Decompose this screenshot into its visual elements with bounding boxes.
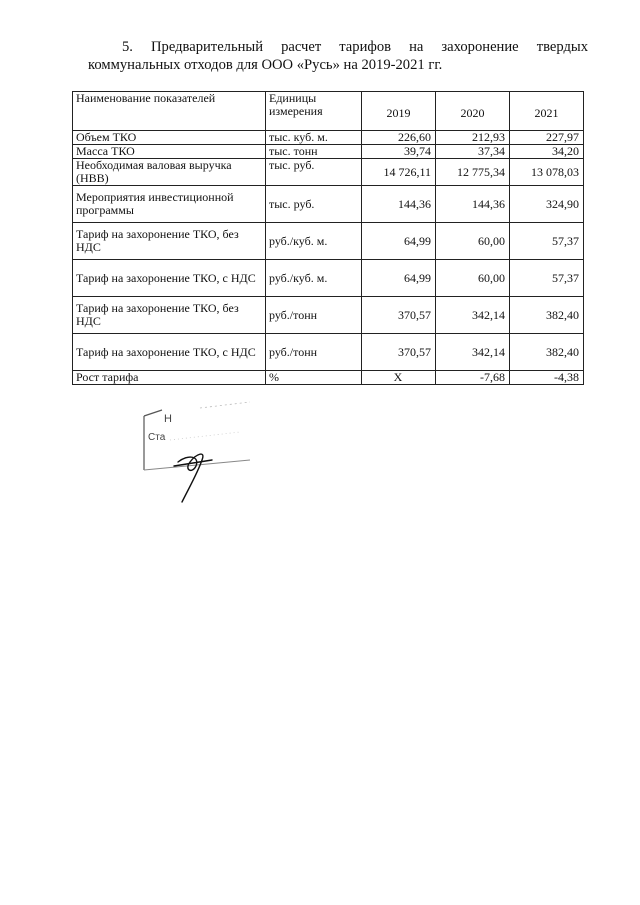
row-value-2019: 64,99	[362, 260, 436, 297]
row-value-2021: 227,97	[510, 131, 584, 145]
row-name: Тариф на захоронение ТКО, с НДС	[73, 334, 266, 371]
table-row	[73, 297, 584, 334]
row-value-2021: 57,37	[510, 260, 584, 297]
table-row	[73, 371, 584, 385]
header-unit: Единицы измерения	[266, 92, 362, 131]
row-value-2019: 370,57	[362, 297, 436, 334]
tariff-table	[72, 91, 584, 385]
row-value-2020: 212,93	[436, 131, 510, 145]
row-value-2019: 39,74	[362, 145, 436, 159]
row-value-2021: -4,38	[510, 371, 584, 385]
row-name: Рост тарифа	[73, 371, 266, 385]
row-name: Тариф на захоронение ТКО, без НДС	[73, 223, 266, 260]
section-heading	[88, 38, 588, 74]
row-value-2020: 144,36	[436, 186, 510, 223]
header-name: Наименование показателей	[73, 92, 266, 131]
row-unit: руб./тонн	[266, 297, 362, 334]
row-value-2020: 60,00	[436, 260, 510, 297]
row-value-2020: 342,14	[436, 334, 510, 371]
row-value-2021: 382,40	[510, 297, 584, 334]
row-value-2019: 226,60	[362, 131, 436, 145]
table-row	[73, 159, 584, 186]
row-value-2019: Х	[362, 371, 436, 385]
row-value-2019: 14 726,11	[362, 159, 436, 186]
svg-text:Н: Н	[164, 413, 172, 425]
table-row	[73, 223, 584, 260]
table-row	[73, 145, 584, 159]
row-name: Необходимая валовая выручка (НВВ)	[73, 159, 266, 186]
header-year-2020: 2020	[436, 92, 510, 131]
row-value-2020: -7,68	[436, 371, 510, 385]
table-header-row	[73, 92, 584, 131]
row-name: Мероприятия инвестиционной программы	[73, 186, 266, 223]
row-value-2020: 342,14	[436, 297, 510, 334]
heading-line-1: 5. Предварительный расчет тарифов на захоронение твердых	[122, 39, 588, 55]
table-row	[73, 186, 584, 223]
row-value-2019: 370,57	[362, 334, 436, 371]
row-value-2020: 12 775,34	[436, 159, 510, 186]
row-unit: руб./куб. м.	[266, 260, 362, 297]
row-unit: тыс. тонн	[266, 145, 362, 159]
signature-stamp	[140, 400, 260, 510]
row-value-2019: 64,99	[362, 223, 436, 260]
row-value-2021: 382,40	[510, 334, 584, 371]
row-name: Тариф на захоронение ТКО, с НДС	[73, 260, 266, 297]
row-value-2021: 34,20	[510, 145, 584, 159]
row-unit: тыс. куб. м.	[266, 131, 362, 145]
header-year-2019: 2019	[362, 92, 436, 131]
row-value-2020: 60,00	[436, 223, 510, 260]
row-value-2019: 144,36	[362, 186, 436, 223]
row-value-2021: 57,37	[510, 223, 584, 260]
row-unit: %	[266, 371, 362, 385]
row-unit: тыс. руб.	[266, 186, 362, 223]
heading-line-2: коммунальных отходов для ООО «Русь» на 2019-2021 гг.	[88, 57, 443, 73]
row-unit: руб./тонн	[266, 334, 362, 371]
svg-text:Ста: Ста	[148, 432, 166, 443]
row-name: Масса ТКО	[73, 145, 266, 159]
table-row	[73, 131, 584, 145]
row-value-2021: 324,90	[510, 186, 584, 223]
row-value-2021: 13 078,03	[510, 159, 584, 186]
table-row	[73, 260, 584, 297]
row-unit: руб./куб. м.	[266, 223, 362, 260]
table-row	[73, 334, 584, 371]
signature-stamp-graphic	[140, 400, 260, 510]
header-year-2021: 2021	[510, 92, 584, 131]
row-name: Тариф на захоронение ТКО, без НДС	[73, 297, 266, 334]
row-value-2020: 37,34	[436, 145, 510, 159]
row-unit: тыс. руб.	[266, 159, 362, 186]
row-name: Объем ТКО	[73, 131, 266, 145]
